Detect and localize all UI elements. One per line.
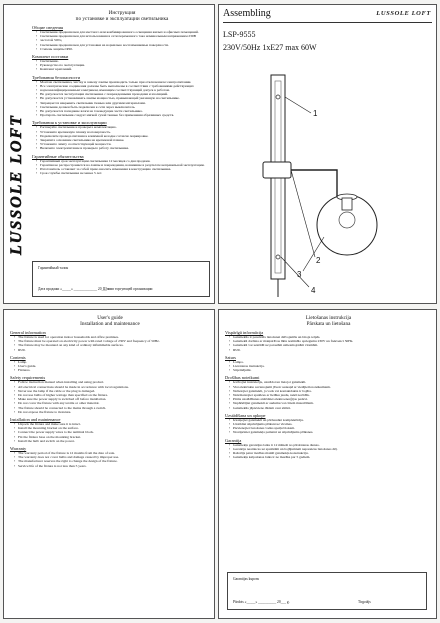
en-section-heading: Contents <box>10 354 26 360</box>
list-item: • Включите электропитание и проверьте работу светильника. <box>36 146 212 150</box>
lv-guarantee-box <box>227 572 427 610</box>
list-item: • The warranty does not cover bulbs and damage caused by improper use. <box>14 455 210 459</box>
list-item: • The warranty period of the fixture is 12 months from the date of sale. <box>14 451 210 455</box>
callout-3: 3 <box>297 270 302 279</box>
lv-section-heading: Garantija <box>225 437 242 443</box>
en-title-line-2: Installation and maintenance <box>80 321 140 327</box>
list-item: • Светильник предназначен для использования в сети переменного тока номинальным напряжением 230В <box>36 34 212 38</box>
lv-guarantee-title: Garantijas kupons <box>233 577 260 581</box>
ru-section-list <box>32 125 212 150</box>
list-item: • Подключите провода питания к клеммной колодке согласно маркировке. <box>36 134 212 138</box>
list-item: • Срок службы светильника не менее 5 лет. <box>36 171 212 175</box>
list-item: • Pirms uzstādīšanas atslēdziet elektroenerģijas padevi. <box>229 397 432 401</box>
assembly-title: Assembling <box>223 8 271 19</box>
callout-line-3 <box>303 237 324 271</box>
list-item: • Монтаж светильника, чистку и замену лампы производить только при отключенном электропитании. <box>36 80 212 84</box>
screw-top <box>276 95 280 99</box>
en-section-heading: Warranty <box>10 446 27 452</box>
list-item: • Ražotājs patur tiesības mainīt gaismekļa konstrukciju. <box>229 451 432 455</box>
list-item: • Fixtures. <box>14 368 210 372</box>
ru-section-heading: Гарантийные обязательства <box>32 153 84 159</box>
list-item: • The fixture is used for operation indoor households and office premises. <box>14 335 210 339</box>
instruction-sheet-ru <box>3 4 215 304</box>
lv-section-heading: Saturs <box>225 354 236 360</box>
en-doc-title <box>10 315 210 327</box>
list-item: • частотой 50Гц. <box>36 38 212 42</box>
list-item: • Gaismekli darbina ar maiņstrāvas tīkla nominālo spriegumu 230V un frekvenci 50Hz. <box>229 339 432 343</box>
ru-doc-title <box>32 10 212 22</box>
ru-section-heading: Требования безопасности <box>32 74 81 80</box>
list-item: • Установите крепежную планку на поверхность. <box>36 130 212 134</box>
list-item: • Руководство по эксплуатации. <box>36 63 212 67</box>
list-item: • Комплект креплений. <box>36 67 212 71</box>
lv-guarantee-date: Pārdots «_____» __________ 20___ g. <box>233 600 290 604</box>
brand-logo-text-ru: LUSSOLE LOFT <box>8 114 25 255</box>
list-item: • Install the mounting bracket on the surface. <box>14 426 210 430</box>
list-item: • Never use the lamp if the cable or the plug is damaged. <box>14 389 210 393</box>
en-section-list <box>10 422 210 443</box>
list-item: • Распакуйте светильник и проверьте комплектацию. <box>36 125 212 129</box>
list-item: • Светильник должен быть подключен к сети через выключатель. <box>36 105 212 109</box>
list-item: • Светильник предназначен для установки на нормально воспламеняемые поверхности. <box>36 43 212 47</box>
callout-1: 1 <box>313 109 318 118</box>
list-item: • IP20. <box>229 348 432 352</box>
lv-title-line-1: Lietošanas instrukcija <box>305 315 352 321</box>
list-item: • Do not expose the fixture to moisture. <box>14 410 210 414</box>
lv-title-line-2: Pārskata un lietošana <box>306 321 351 327</box>
brand-logo-band-ru <box>4 5 30 303</box>
list-item: • Unpack the fixture and make sure it is intact. <box>14 422 210 426</box>
en-content <box>10 310 210 618</box>
list-item: • Степень защиты IP20. <box>36 47 212 51</box>
list-item: • Ievērojiet instrukciju, uzstādot un lietojot gaismekli. <box>229 380 432 384</box>
instruction-sheet-en <box>3 309 215 619</box>
list-item: • Nepārklājiet gaismekli ar audumu vai citiem materiāliem. <box>229 401 432 405</box>
list-item: • Gaismekli var uzstādīt uz parastām uzliesmojošām virsmām. <box>229 343 432 347</box>
list-item: • Connect the power supply wires to the terminal block. <box>14 430 210 434</box>
lv-section-list <box>225 418 432 435</box>
list-item: • The fixture must be operated on electricity power with rated voltage of 230V and frequency of 50Hz. <box>14 339 210 343</box>
ru-content <box>32 5 212 303</box>
ru-section-heading: Комплект поставки <box>32 54 69 60</box>
ru-guarantee-date: Дата продажи «_____» _____________ 20___ г. <box>38 287 110 291</box>
list-item: • Do not use bulbs of higher wattage than specified on the fixture. <box>14 393 210 397</box>
callout-line-2 <box>291 170 315 257</box>
en-section-list <box>10 380 210 414</box>
list-item: • Светильник предназначен для местного или комбинированного освещения жилых и офисных помещений. <box>36 30 212 34</box>
list-item: • Pievienojiet barošanas vadus spaiļu blokam. <box>229 426 432 430</box>
list-item: • Nelietojiet gaismekli, ja vads vai kontaktdakša ir bojāta. <box>229 389 432 393</box>
list-item: • Гарантия не распространяется на лампы и повреждения, возникшие в результате неправильной эксплуатации. <box>36 163 212 167</box>
list-item: • Neizmantojiet spuldzes ar lielāku jaudu, nekā norādīts. <box>229 393 432 397</box>
list-item: • The manufacturer reserves the right to change the design of the fixture. <box>14 459 210 463</box>
lv-guarantee-stamp: Tirgotājs <box>358 600 371 604</box>
ru-section-list <box>32 159 212 176</box>
lv-section-list <box>225 360 432 373</box>
callout-line-1 <box>285 97 311 113</box>
list-item: • Install the bulb and switch on the power. <box>14 439 210 443</box>
lv-section-list <box>225 443 432 460</box>
en-section-heading: General information <box>10 330 46 335</box>
ru-section-heading: Общие сведения <box>32 25 63 30</box>
ru-section-list <box>32 80 212 118</box>
power-spec: 230V/50Hz 1xE27 max 60W <box>223 43 317 52</box>
list-item: • The fixture may be mounted on any kind of ordinary inflammable surfaces. <box>14 343 210 347</box>
lamp-arm <box>291 170 337 197</box>
list-item: • Не допускается устанавливать лампы мощностью, превышающей указанную на светильнике. <box>36 96 212 100</box>
list-item: • Gaismekļa kalpošanas laiks ir ne mazāks par 5 gadiem. <box>229 455 432 459</box>
list-item: • Fix the fixture base on the mounting bracket. <box>14 435 210 439</box>
ru-guarantee-stamp: Штамп торгующей организации <box>103 287 153 291</box>
callout-2: 2 <box>316 256 321 265</box>
assembly-diagram <box>219 57 436 303</box>
list-item: • Lampa. <box>229 360 432 364</box>
list-item: • Протирать светильник следует мягкой сухой тканью без применения абразивных средств. <box>36 113 212 117</box>
ru-guarantee-box <box>32 261 210 297</box>
model-number: LSP-9555 <box>223 30 256 39</box>
en-sections <box>10 330 210 468</box>
callout-4: 4 <box>311 286 316 295</box>
list-item: • Lietošanas instrukcija. <box>229 364 432 368</box>
lv-section-heading: Uzstādīšana un apkope <box>225 412 266 418</box>
list-item: • Все электрические соединения должны быть выполнены в соответствии с требованиями действующих <box>36 84 212 88</box>
list-item: • Закрепите основание светильника на крепежной планке. <box>36 138 212 142</box>
list-item: • Гарантийный срок эксплуатации светильника 12 месяцев со дня продажи. <box>36 159 212 163</box>
list-item: • Gaismeklis jāpievieno tīklam caur slēdzi. <box>229 406 432 410</box>
ru-section-heading: Требования к установке и эксплуатации <box>32 120 107 126</box>
list-item: • Service life of the fixture is not less than 5 years. <box>14 464 210 468</box>
title-divider <box>223 22 432 23</box>
list-item: • Izsaiņojiet gaismekli un pārbaudiet komplektāciju. <box>229 418 432 422</box>
lamp-holder <box>342 198 352 210</box>
list-item: • Visi elektriskie savienojumi jāveic saskaņā ar vietējiem noteikumiem. <box>229 385 432 389</box>
lv-sections <box>225 330 432 459</box>
list-item: • Gaismekļa garantijas laiks ir 12 mēneši no pārdošanas dienas. <box>229 443 432 447</box>
en-title-line-1: User's guide <box>97 315 123 321</box>
list-item: • Светильник. <box>36 59 212 63</box>
list-item: • норм квалифицированным электриком, имеющим соответствующий допуск к работам. <box>36 88 212 92</box>
lv-doc-title <box>225 315 432 327</box>
list-item: • Не допускается попадание влаги на токоведущие части светильника. <box>36 109 212 113</box>
lv-content <box>225 310 432 568</box>
ru-title-line-1: Инструкция <box>108 10 136 16</box>
screw-bottom <box>276 255 280 259</box>
list-item: • IP20. <box>14 348 210 352</box>
lv-section-list <box>225 380 432 409</box>
list-item: • The fixture should be connected to the mains through a switch. <box>14 406 210 410</box>
list-item: • Uzstādiet stiprinājuma plāksni uz virsmas. <box>229 422 432 426</box>
en-section-list <box>10 360 210 373</box>
assembly-sheet <box>218 4 437 304</box>
list-item: • All electrical connections should be made in accordance with local regulations. <box>14 385 210 389</box>
instruction-sheet-lv <box>218 309 437 619</box>
light-bulb <box>339 212 355 228</box>
lv-section-heading: Vispārīgā informācija <box>225 330 264 335</box>
ru-title-line-2: по установке и эксплуатации светильника <box>75 16 169 22</box>
list-item: • Запрещается накрывать светильник тканью или другими материалами. <box>36 101 212 105</box>
ru-sections <box>32 25 212 175</box>
list-item: • Stiprinājumi. <box>229 368 432 372</box>
canopy <box>263 162 291 178</box>
list-item: • Не допускается эксплуатация светильника с поврежденными проводами и изоляцией. <box>36 92 212 96</box>
ru-section-list <box>32 59 212 72</box>
list-item: • Nostipriniet gaismekļa pamatni uz stiprinājuma plāksnes. <box>229 430 432 434</box>
list-item: • Lamp. <box>14 360 210 364</box>
list-item: • Do not cover the fixture with any textile or other material. <box>14 401 210 405</box>
en-section-list <box>10 335 210 352</box>
brand-logo: LUSSOLE LOFT <box>376 10 431 17</box>
list-item: • Установите лампу соответствующей мощности. <box>36 142 212 146</box>
list-item: • Garantija neattiecas uz spuldzēm un bojājumiem nepareizas lietošanas dēļ. <box>229 447 432 451</box>
en-section-list <box>10 451 210 468</box>
en-section-heading: Safety requirements <box>10 375 46 381</box>
list-item: • Изготовитель оставляет за собой право вносить изменения в конструкцию светильника. <box>36 167 212 171</box>
list-item: • User's guide. <box>14 364 210 368</box>
ru-guarantee-title: Гарантийный талон <box>38 266 69 270</box>
list-item: • Follow instruction manual when installing and using product. <box>14 380 210 384</box>
lv-section-list <box>225 335 432 352</box>
ru-section-list <box>32 30 212 51</box>
list-item: • Make sure the power supply is switched off before installation. <box>14 397 210 401</box>
list-item: • Gaismeklis ir paredzēts lietošanai dzīvojamās un biroja telpās. <box>229 335 432 339</box>
en-section-heading: Installation and maintenance <box>10 417 61 423</box>
lv-section-heading: Drošības noteikumi <box>225 375 260 381</box>
